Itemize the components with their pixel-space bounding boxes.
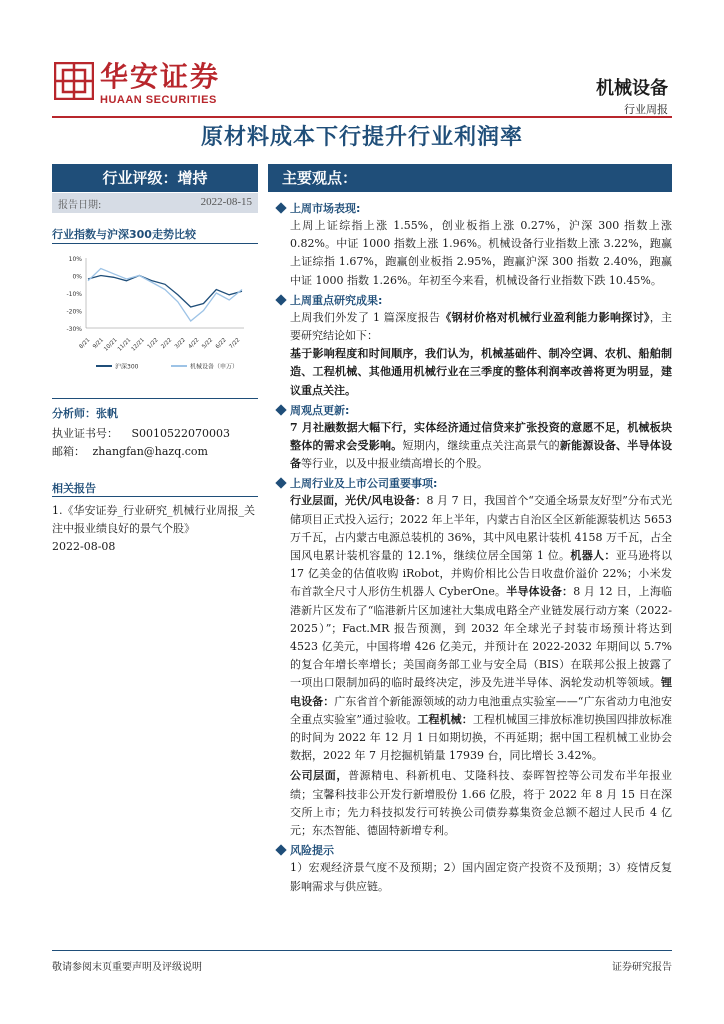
diamond-bullet-icon xyxy=(275,202,286,213)
x-tick-label: 8/21 xyxy=(78,337,92,351)
x-tick-label: 7/22 xyxy=(228,337,242,351)
email-label: 邮箱： xyxy=(52,445,85,458)
x-tick-label: 11/21 xyxy=(116,337,133,353)
y-tick-label: -20% xyxy=(66,308,82,316)
x-tick-label: 10/21 xyxy=(103,337,119,353)
section-events-title: 上周行业及上市公司重要事项: xyxy=(276,475,672,492)
diamond-bullet-icon xyxy=(275,478,286,489)
index-chart-svg xyxy=(56,248,256,378)
y-tick-label: 10% xyxy=(68,256,82,263)
chart-title-divider xyxy=(52,243,258,244)
series-line-hs300 xyxy=(88,276,242,308)
x-tick-label: 6/22 xyxy=(214,337,228,351)
industry-rating: 行业评级：增持 xyxy=(52,164,258,192)
y-tick-label: -30% xyxy=(66,326,82,333)
y-tick-label: 0% xyxy=(72,273,82,281)
legend-label: 机械设备（申万） xyxy=(190,363,239,371)
related-report-date: 2022-08-08 xyxy=(52,540,116,553)
section-risk-text: 1）宏观经济景气度不及预期；2）国内固定资产投资不及预期；3）疫情反复影响需求与供应链。 xyxy=(290,861,672,893)
section-risk-title: 风险提示 xyxy=(276,842,672,859)
x-tick-label: 1/22 xyxy=(146,337,160,351)
section-events-company-text: 公司层面，普源精电、科新机电、艾隆科技、泰晖智控等公司发布半年报业绩；宝馨科技非公开发行新增股份 1.66 亿股，将于 2022 年 8 月 15 日在深交所上市；先力科技拟发行可转换公司债券募集资金总额不超过人民币 4 亿元；东杰智能、德固特新增专利。 xyxy=(290,769,672,838)
legend-label: 沪深300 xyxy=(115,363,139,371)
footer-divider xyxy=(52,950,672,951)
header-divider xyxy=(52,116,672,118)
cert-value: S0010522070003 xyxy=(131,427,231,440)
x-tick-label: 4/22 xyxy=(187,337,201,351)
related-reports-title: 相关报告 xyxy=(52,482,96,495)
cert-row xyxy=(52,425,230,441)
section-market-text: 上周上证综指上涨 1.55%，创业板指上涨 0.27%，沪深 300 指数上涨 0.82%。中证 1000 指数上涨 1.96%。机械设备行业指数上涨 3.22%，跑赢上证综指 1.67%，跑赢创业板指 2.95%，跑赢沪深 300 指数 2.40%，跑赢中证 1000 指数 1.26%。年初至今来看，机械设备行业指数下跌 10.45%。 xyxy=(290,219,672,287)
chart-title: 行业指数与沪深300走势比较 xyxy=(52,228,196,241)
section-research-text: 上周我们外发了 1 篇深度报告《钢材价格对机械行业盈利能力影响探讨》，主要研究结论如下： 基于影响程度和时间顺序，我们认为，机械基础件、制冷空调、农机、船舶制造、工程机械、其他通用机械行业在三季度的整体利润率改善将更为明显，建议重点关注。 xyxy=(290,310,673,397)
analyst-name: 分析师：张帆 xyxy=(52,407,118,420)
related-report-item[interactable] xyxy=(52,502,258,556)
sector-name: 机械设备 xyxy=(596,78,668,99)
logo-icon xyxy=(54,62,94,100)
index-chart xyxy=(56,248,256,378)
section-weekly-view-text: 7 月社融数据大幅下行，实体经济通过信贷来扩张投资的意愿不足，机械板块整体的需求会受影响。短期内，继续重点关注高景气的新能源设备、半导体设备等行业，以及中报业绩高增长的个股。 xyxy=(290,420,673,471)
main-views-heading: 主要观点： xyxy=(268,164,672,192)
related-reports-divider xyxy=(52,496,258,497)
diamond-bullet-icon xyxy=(275,404,286,415)
section-market-title: 上周市场表现: xyxy=(276,200,672,217)
y-tick-label: -10% xyxy=(66,291,82,298)
footer-report-label: 证券研究报告 xyxy=(612,962,672,973)
diamond-bullet-icon xyxy=(275,294,286,305)
x-tick-label: 9/21 xyxy=(92,337,106,351)
x-tick-label: 2/22 xyxy=(160,337,174,351)
x-tick-label: 3/22 xyxy=(173,337,187,351)
x-tick-label: 5/22 xyxy=(201,337,215,351)
section-events-industry-text: 行业层面，光伏/风电设备：8 月 7 日，我国首个“交通全场景友好型”分布式光储项目正式投入运行；2022 年上半年，内蒙古自治区全区新能源装机达 5653 万千瓦，占内蒙古电源总装机的 36%，其中风电累计装机 4158 万千瓦，占全国风电累计装机容量的 12.1%，继续位居全国第 1 位。机器人：亚马逊将以 17 亿美金的估值收购 iRobot，并购价相比公告日收盘价溢价 22%；小米发布首款全尺寸人形仿生机器人 CyberOne。半导体设备：8 月 12 日，上海临港新片区发布了“临港新片区加速社大集成电路全产业链发展行动方案（2022-2025）”；Fact.MR 报告预测，到 2032 年全球光子封装市场预计将达到 4523 亿美元，中国将增 426 亿美元，并预计在 2022-2032 年期间以 5.7%的复合年增长率增长；美国商务部工业与安全局（BIS）在联邦公报上披露了一项出口限制加码的临时最终决定，涉及先进半导体、涡轮发动机等领域。锂电设备：广东省首个新能源领域的动力电池重点实验室——“广东省动力电池安全重点实验室”通过验收。工程机械：工程机械国三排放标准切换国四排放标准的时间为 2022 年 12 月 1 日如期切换，不再延期；据中国工程机械工业协会数据，2022 年 7 月挖掘机销量 17939 台，同比增长 3.42%。 xyxy=(290,494,673,763)
footer-disclaimer: 敬请参阅末页重要声明及评级说明 xyxy=(52,962,202,973)
related-report-text: 1.《华安证券_行业研究_机械行业周报_关注中报业绩良好的景气个股》 xyxy=(52,504,255,535)
email-value[interactable]: zhangfan@hazq.com xyxy=(92,445,208,458)
page-title: 原材料成本下行提升行业利润率 xyxy=(200,125,523,150)
email-row xyxy=(52,443,208,459)
main-views-content xyxy=(276,198,672,896)
report-date-value: 2022-08-15 xyxy=(200,196,252,208)
logo-text-cn: 华安证券 xyxy=(100,60,221,93)
report-date-row xyxy=(52,193,258,213)
section-weekly-view-title: 周观点更新: xyxy=(276,402,672,419)
cert-label: 执业证书号： xyxy=(52,427,118,440)
diamond-bullet-icon xyxy=(275,845,286,856)
report-date-label: 报告日期: xyxy=(58,200,102,211)
analyst-divider-top xyxy=(52,398,258,399)
section-research-title: 上周重点研究成果: xyxy=(276,292,672,309)
logo-text-en: HUAAN SECURITIES xyxy=(100,94,217,106)
x-tick-label: 12/21 xyxy=(130,337,146,353)
report-type: 行业周报 xyxy=(624,103,668,116)
